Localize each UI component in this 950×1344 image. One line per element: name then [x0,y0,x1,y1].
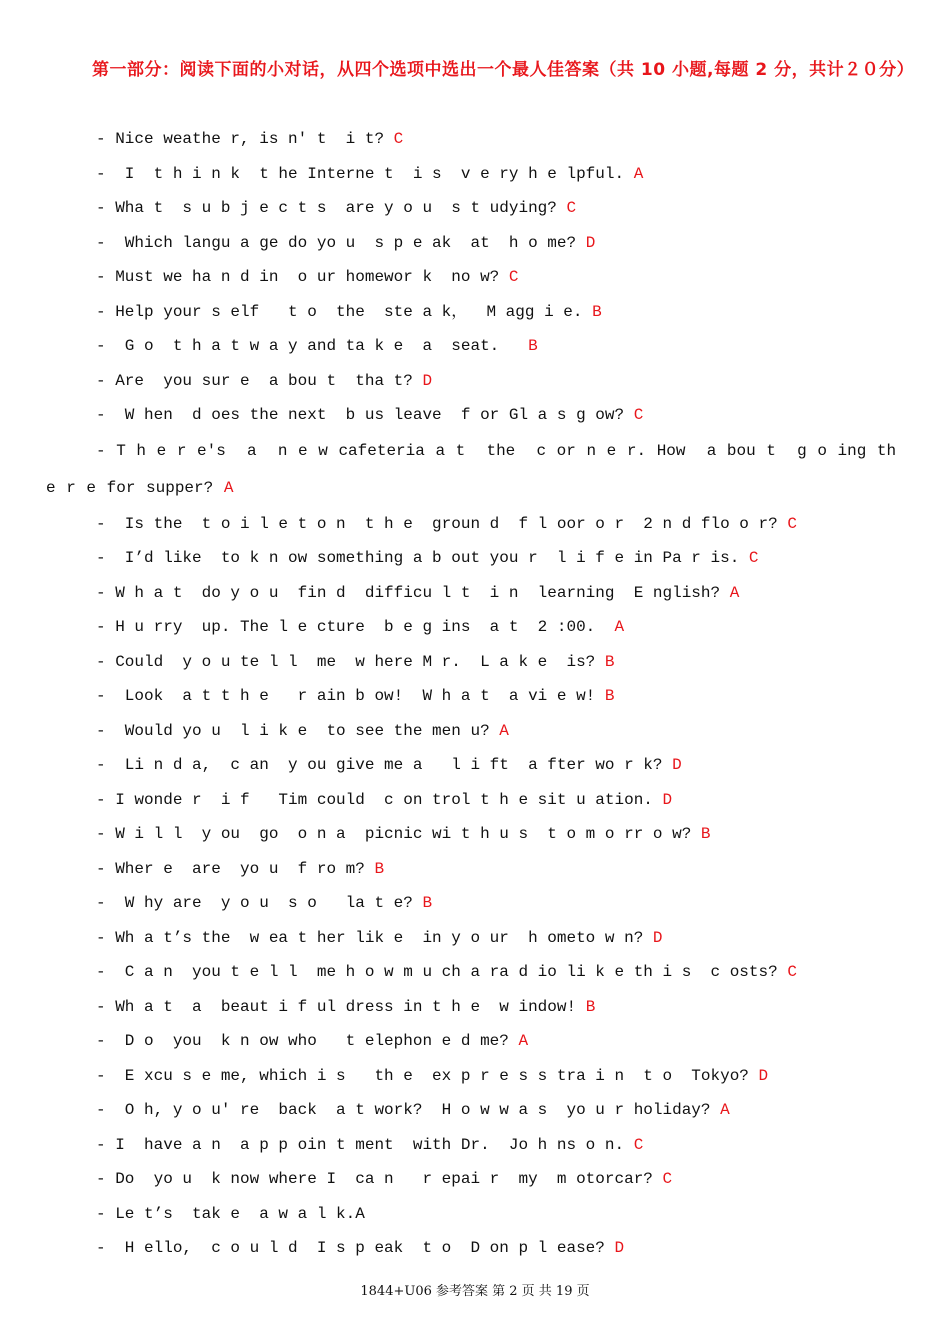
dialogue-item [46,886,910,921]
answer-letter: C [508,268,519,286]
question-text: - T h e r e′s a n e w cafeteria a t the c or n e r. How a bou t g o ing th e r e for supper? [46,441,907,497]
dialogue-item [46,1128,910,1163]
dialogue-item [46,226,910,261]
dialogue-item [46,541,910,576]
dialogue-item [46,1059,910,1094]
dialogue-item [46,921,910,956]
section-heading: 第一部分：阅读下面的小对话，从四个选项中选出一个最人佳答案（共 10 小题,每题 2 分，共计２０分） [92,60,915,80]
answer-letter: B [604,652,615,671]
dialogue-item [46,191,910,226]
answer-letter: C [787,514,797,533]
dialogue-item [46,122,910,157]
answer-letter: D [662,790,673,809]
question-text: - I wonde r i f Tim could c on trol t h e sit u ation. [96,790,653,809]
answer-letter: A [499,721,509,740]
answer-letter: B [585,997,596,1016]
question-text: - Which langu a ge do yo u s p e ak at h o me? [96,233,577,252]
question-text: - Wh a t a beaut i f ul dress in t h e w indow! [96,997,577,1016]
dialogue-item [46,364,910,399]
dialogue-item [46,576,910,611]
answer-letter: B [592,302,602,321]
dialogue-item [46,433,910,507]
answer-letter: C [633,1135,644,1154]
dialogue-item [46,329,910,364]
answer-letter: D [585,233,596,252]
answer-letter: A [720,1101,730,1119]
answer-letter: C [748,549,759,567]
question-text: - Must we ha n d in o ur homewor k no w? [96,268,500,286]
answer-letter: C [566,199,577,217]
dialogue-item [46,817,910,852]
answer-letter: A [633,164,644,183]
answer-letter: D [758,1066,769,1085]
question-text: - Are you sur e a bou t tha t? [96,371,413,390]
question-text: - E xcu s e me, which i s th e ex p r e s s tra i n t o Tokyo? [96,1066,749,1085]
answer-letter: D [672,756,682,774]
answer-letter: A [355,1204,365,1223]
answer-letter: B [528,337,538,355]
dialogue-item [46,507,910,542]
answer-letter: A [614,618,625,636]
dialogue-item [46,990,910,1025]
dialogue-item [46,645,910,680]
question-text: - W hen d oes the next b us leave f or Gl a s g ow? [96,406,625,424]
dialogue-item [46,955,910,990]
answer-letter: B [700,825,711,843]
question-text: - Nice weathe r, is n′ t i t? [96,130,385,148]
question-text: - Wh a t’s the w ea t her lik e in y o ur h ometo w n? [96,928,644,947]
answer-letter: B [374,859,385,878]
answer-letter: C [787,963,797,981]
question-text: - C a n you t e l l me h o w m u ch a ra d io li k e th i s c osts? [96,963,778,981]
answer-letter: A [518,1032,529,1050]
dialogue-item [46,398,910,433]
dialogue-item [46,1162,910,1197]
question-text: - Look a t t h e r ain b ow! W h a t a vi e w! [96,687,596,705]
dialogue-item [46,679,910,714]
question-text: - Wher e are yo u f ro m? [96,859,365,878]
dialogue-item [46,748,910,783]
question-text: - D o you k n ow who t elephon e d me? [96,1032,509,1050]
question-text: - Do yo u k now where I ca n r epai r my m otorcar? [96,1170,653,1188]
question-text: - H u rry up. The l e cture b e g ins a t 2 :00. [96,618,605,636]
answer-letter: A [729,583,740,602]
question-text: - W hy are y o u s o la t e? [96,894,413,912]
question-text: - Help your s elf t o the ste a k， M agg i e. [96,302,583,321]
dialogue-item [46,1197,910,1232]
answer-letter: A [223,478,234,497]
dialogue-item [46,852,910,887]
question-text: - H ello, c o u l d I s p eak t o D on p l ease? [96,1239,605,1257]
dialogue-item [46,260,910,295]
dialogue-item [46,1024,910,1059]
dialogue-item [46,1231,910,1266]
question-text: - I’d like to k n ow something a b out you r l i f e in Pa r is. [96,549,740,567]
answer-letter: D [652,928,663,947]
dialogue-item [46,157,910,192]
answer-letter: D [614,1239,625,1257]
question-text: - I t h i n k t he Interne t i s v e ry h e lpful. [96,164,625,183]
question-text: - Would yo u l i k e to see the men u? [96,721,490,740]
answer-letter: C [662,1170,673,1188]
page-footer: 1844+U06 参考答案 第 2 页 共 19 页 [360,1284,590,1299]
dialogue-list [46,122,910,1266]
question-text: - W i l l y ou go o n a picnic wi t h u s t o m o rr o w? [96,825,692,843]
dialogue-item [46,610,910,645]
dialogue-item [46,714,910,749]
dialogue-item [46,783,910,818]
answer-letter: D [422,371,433,390]
question-text: - G o t h a t w a y and ta k e a seat. [96,337,519,355]
question-text: - Wha t s u b j e c t s are y o u s t udying? [96,199,557,217]
question-text: - I have a n a p p oin t ment with Dr. Jo h ns o n. [96,1135,625,1154]
answer-letter: C [633,406,644,424]
question-text: - W h a t do y o u fin d difficu l t i n learning E nglish? [96,583,721,602]
dialogue-item [46,295,910,330]
answer-letter: B [604,687,615,705]
question-text: - Could y o u te l l me w here M r. L a k e is? [96,652,596,671]
question-text: - Li n d a, c an y ou give me a l i ft a fter wo r k? [96,756,663,774]
question-text: - O h, y o u′ re back a t work? H o w w a s yo u r holiday? [96,1101,711,1119]
question-text: - Is the t o i l e t o n t h e groun d f l oor o r 2 n d flo o r? [96,514,778,533]
question-text: - Le t’s tak e a w a l k. [96,1204,356,1223]
answer-letter: B [422,894,433,912]
dialogue-item [46,1093,910,1128]
answer-letter: C [393,130,404,148]
